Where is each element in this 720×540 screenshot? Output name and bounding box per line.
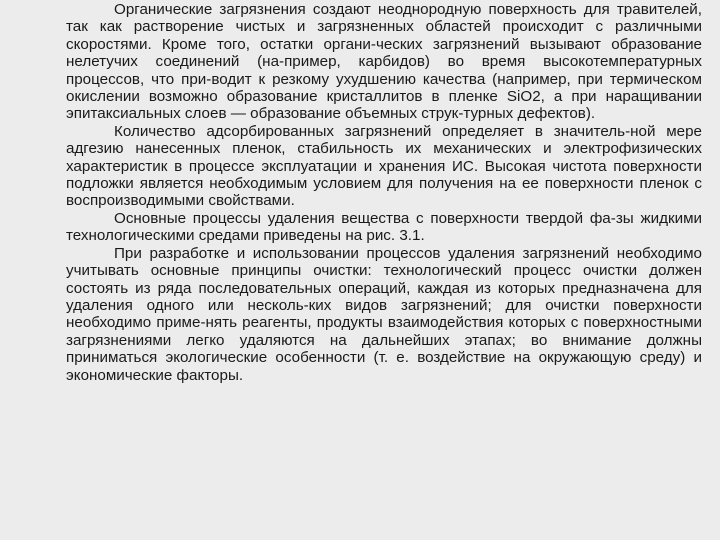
paragraph-cleaning-principles: При разработке и использовании процессов удаления загрязнений необходимо учитывать основные принципы очистки: технологический процесс очистки должен состоять из ряда последовательных операций, каждая из которых предназначена для удаления одного или несколь-ких видов загрязнений; для очистки поверхности необходимо приме-нять реагенты, продукты взаимодействия которых с поверхностными загрязнениями легко удаляются на дальнейших этапах; во внимание должны приниматься экологические особенности (т. е. воздействие на окружающую среду) и экономические факторы. [66,244,702,384]
body-text [66,1,702,384]
paragraph-organic-contaminants: Органические загрязнения создают неоднородную поверхность для травителей, так как растворение чистых и загрязненных областей происходит с различными скоростями. Кроме того, остатки органи-ческих загрязнений вызывают образование нелетучих соединений (на-пример, карбидов) во время высокотемпературных процессов, что при-водит к резкому ухудшению качества (например, при термическом окислении возможно образование кристаллитов в пленке SiО2, а при наращивании эпитаксиальных слоев — образование объемных струк-турных дефектов). [66,1,702,123]
paragraph-removal-processes: Основные процессы удаления вещества с поверхности твердой фа-зы жидкими технологическими средами приведены на рис. 3.1. [66,209,702,245]
paragraph-adsorbed-contaminants: Количество адсорбированных загрязнений определяет в значитель-ной мере адгезию нанесенных пленок, стабильность их механических и электрофизических характеристик в процессе эксплуатации и хранения ИС. Высокая чистота поверхности подложки является необходимым условием для получения на ее поверхности пленок с воспроизводимыми свойствами. [66,122,702,210]
